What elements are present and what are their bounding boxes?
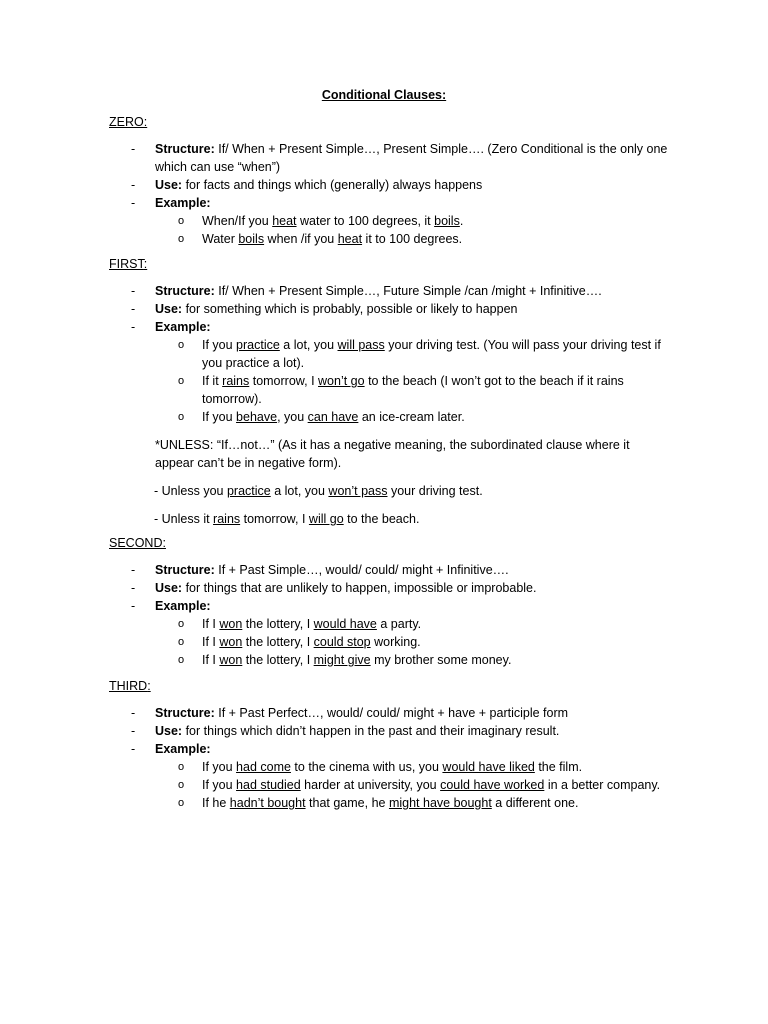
underlined-verb: won	[219, 617, 243, 631]
sentence-text: to the cinema with us, you	[290, 760, 443, 774]
sentence-text: harder at university, you	[300, 778, 441, 792]
sub-bullet: o	[178, 761, 185, 773]
sentence-text: the film.	[534, 760, 583, 774]
example-label: Example:	[155, 320, 211, 334]
sub-bullet: o	[178, 233, 185, 245]
list-dash: -	[131, 724, 136, 738]
underlined-verb: rains	[222, 374, 250, 388]
example-item	[109, 194, 669, 212]
use-item	[109, 722, 669, 740]
list-dash: -	[131, 196, 136, 210]
underlined-verb: will pass	[337, 338, 385, 352]
example-sentence	[109, 651, 669, 669]
list-dash: -	[131, 581, 136, 595]
sentence-text: Water	[202, 232, 239, 246]
use-text: for facts and things which (generally) always happens	[185, 178, 483, 192]
use-item	[109, 300, 669, 318]
sentence-text: an ice-cream later.	[358, 410, 465, 424]
sentence-text: to the beach (I won’t got to the beach if it rains tomorrow).	[202, 374, 624, 406]
unless-note: *UNLESS: “If…not…” (As it has a negative meaning, the subordinated clause where it appear can’t be in negative form).	[155, 438, 630, 470]
sentence-text: a lot, you	[279, 338, 338, 352]
example-sentence	[109, 615, 669, 633]
example-item	[109, 740, 669, 758]
structure-label: Structure:	[155, 563, 215, 577]
page-title: Conditional Clauses:	[321, 88, 447, 102]
underlined-verb: practice	[236, 338, 280, 352]
sub-bullet: o	[178, 654, 185, 666]
section-second	[109, 534, 669, 669]
sentence-text: .	[459, 214, 464, 228]
sentence-text: a party.	[376, 617, 422, 631]
list-dash: -	[131, 284, 136, 298]
structure-label: Structure:	[155, 142, 215, 156]
underlined-verb: rains	[213, 512, 241, 526]
list-dash: -	[131, 302, 136, 316]
list-dash: -	[131, 742, 136, 756]
underlined-verb: will go	[308, 512, 344, 526]
sub-bullet: o	[178, 339, 185, 351]
sentence-text: your driving test. (You will pass your driving test if you practice a lot).	[202, 338, 661, 370]
structure-text: If/ When + Present Simple…, Future Simple /can /might + Infinitive….	[218, 284, 602, 298]
sentence-text: If I	[202, 617, 220, 631]
example-sentence	[109, 336, 669, 372]
sub-bullet: o	[178, 636, 185, 648]
heading-text: SECOND	[109, 536, 163, 550]
sentence-text: a different one.	[491, 796, 579, 810]
heading-colon: :	[143, 257, 148, 271]
example-label: Example:	[155, 742, 211, 756]
section-third	[109, 677, 669, 812]
section-heading-third	[109, 677, 669, 695]
list-dash: -	[131, 178, 136, 192]
structure-text: If/ When + Present Simple…, Present Simple…. (Zero Conditional is the only one which can use “when”)	[155, 142, 668, 174]
underlined-verb: won	[219, 653, 243, 667]
list-dash: -	[131, 563, 136, 577]
list-dash: -	[131, 142, 136, 156]
underlined-verb: could have worked	[440, 778, 545, 792]
sub-bullet: o	[178, 618, 185, 630]
structure-item	[109, 282, 669, 300]
heading-text: FIRST	[109, 257, 144, 271]
structure-item	[109, 704, 669, 722]
underlined-verb: heat	[337, 232, 363, 246]
sentence-text: when /if you	[264, 232, 338, 246]
underlined-verb: won’t pass	[328, 484, 388, 498]
sentence-text: If it	[202, 374, 223, 388]
sentence-text: a lot, you	[270, 484, 329, 498]
underlined-verb: might give	[313, 653, 371, 667]
sentence-text: it to 100 degrees.	[362, 232, 463, 246]
sentence-text: working.	[370, 635, 421, 649]
sentence-text: , you	[277, 410, 308, 424]
sentence-text: the lottery, I	[242, 653, 314, 667]
sentence-text: your driving test.	[387, 484, 483, 498]
sub-bullet: o	[178, 375, 185, 387]
use-label: Use:	[155, 302, 183, 316]
structure-item	[109, 561, 669, 579]
sub-bullet: o	[178, 797, 185, 809]
underlined-verb: had studied	[236, 778, 301, 792]
unless-example	[109, 482, 669, 500]
structure-item	[109, 140, 669, 176]
use-text: for things that are unlikely to happen, impossible or improbable.	[185, 581, 537, 595]
underlined-verb: would have	[313, 617, 377, 631]
sentence-text: water to 100 degrees, it	[296, 214, 435, 228]
sentence-text: If he	[202, 796, 230, 810]
sentence-text: If you	[202, 760, 237, 774]
heading-text: THIRD	[109, 679, 148, 693]
sentence-text: tomorrow, I	[240, 512, 309, 526]
underlined-verb: had come	[236, 760, 291, 774]
example-sentence	[109, 212, 669, 230]
underlined-verb: won	[219, 635, 243, 649]
underlined-verb: hadn’t bought	[229, 796, 306, 810]
use-label: Use:	[155, 581, 183, 595]
example-sentence	[109, 408, 669, 426]
sentence-text: If you	[202, 338, 237, 352]
sentence-text: to the beach.	[343, 512, 420, 526]
section-heading-second	[109, 534, 669, 552]
sentence-text: - Unless you	[154, 484, 227, 498]
unless-example	[109, 510, 669, 528]
sentence-text: tomorrow, I	[249, 374, 319, 388]
example-sentence	[109, 776, 669, 794]
example-label: Example:	[155, 196, 211, 210]
sentence-text: If you	[202, 778, 237, 792]
example-item	[109, 318, 669, 336]
sub-bullet: o	[178, 411, 185, 423]
heading-colon: :	[162, 536, 166, 550]
use-label: Use:	[155, 178, 183, 192]
underlined-verb: boils	[434, 214, 460, 228]
list-dash: -	[131, 706, 136, 720]
underlined-verb: behave	[236, 410, 278, 424]
example-sentence	[109, 794, 669, 812]
underlined-verb: can have	[307, 410, 359, 424]
example-sentence	[109, 758, 669, 776]
underlined-verb: practice	[226, 484, 271, 498]
use-item	[109, 579, 669, 597]
sentence-text: the lottery, I	[242, 635, 314, 649]
section-heading-first	[109, 255, 669, 273]
list-dash: -	[131, 599, 136, 613]
example-sentence	[109, 633, 669, 651]
sentence-text: that game, he	[305, 796, 389, 810]
underlined-verb: won’t go	[318, 374, 365, 388]
sentence-text: If I	[202, 653, 220, 667]
underlined-verb: would have liked	[442, 760, 535, 774]
sentence-text: the lottery, I	[242, 617, 314, 631]
sub-bullet: o	[178, 215, 185, 227]
sentence-text: If I	[202, 635, 220, 649]
example-sentence	[109, 372, 669, 408]
sentence-text: When/If you	[202, 214, 273, 228]
underlined-verb: might have bought	[388, 796, 492, 810]
section-heading-zero: ZERO:	[109, 115, 148, 129]
sub-bullet: o	[178, 779, 185, 791]
list-dash: -	[131, 320, 136, 334]
sentence-text: - Unless it	[154, 512, 214, 526]
section-first	[109, 255, 669, 528]
use-label: Use:	[155, 724, 183, 738]
example-label: Example:	[155, 599, 211, 613]
structure-label: Structure:	[155, 706, 215, 720]
structure-text: If + Past Perfect…, would/ could/ might + have + participle form	[218, 706, 569, 720]
sentence-text: my brother some money.	[370, 653, 512, 667]
structure-label: Structure:	[155, 284, 215, 298]
example-item	[109, 597, 669, 615]
structure-text: If + Past Simple…, would/ could/ might + Infinitive….	[218, 563, 509, 577]
use-text: for something which is probably, possible or likely to happen	[185, 302, 518, 316]
heading-colon: :	[147, 679, 151, 693]
example-sentence	[109, 230, 669, 248]
underlined-verb: could stop	[313, 635, 371, 649]
sentence-text: If you	[202, 410, 237, 424]
underlined-verb: boils	[238, 232, 265, 246]
underlined-verb: heat	[272, 214, 297, 228]
use-item	[109, 176, 669, 194]
sentence-text: in a better company.	[544, 778, 661, 792]
section-zero	[109, 113, 669, 248]
use-text: for things which didn’t happen in the past and their imaginary result.	[185, 724, 560, 738]
